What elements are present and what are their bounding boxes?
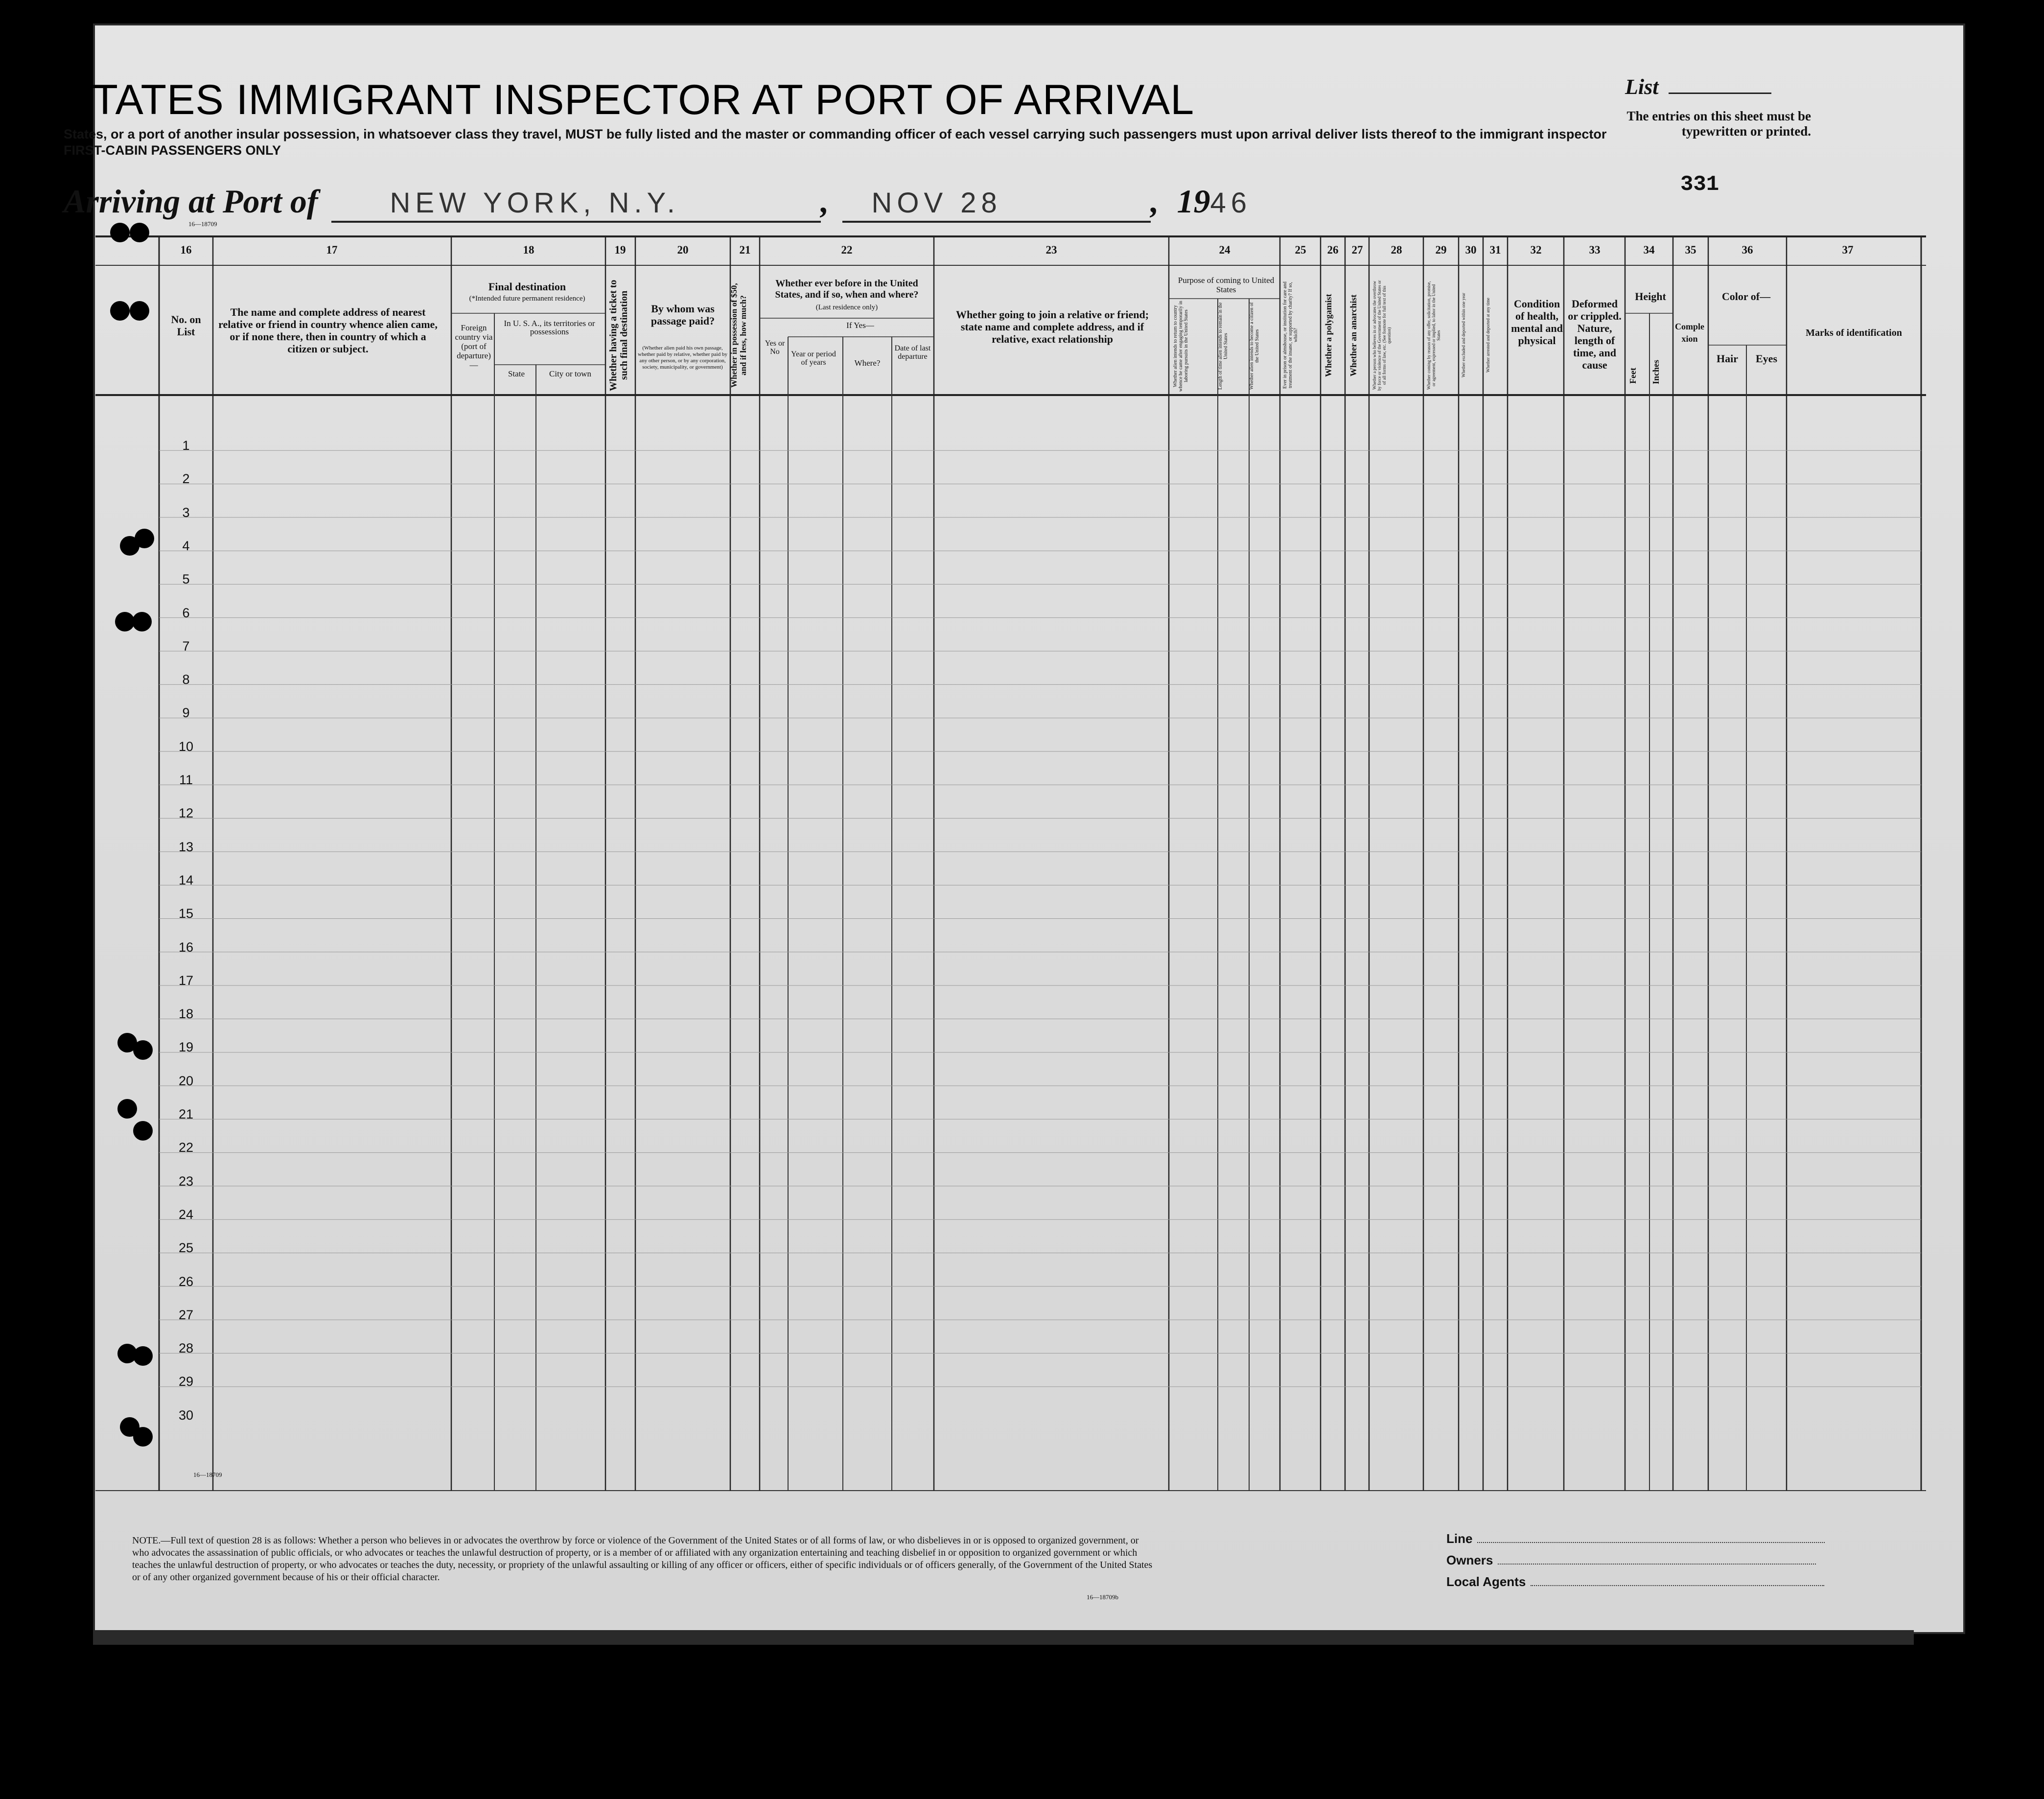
row-number: 7 — [182, 638, 190, 654]
header-c22-note: (Last residence only) — [815, 304, 878, 311]
row-number: 14 — [178, 872, 194, 888]
row-number: 20 — [178, 1073, 194, 1088]
comma-1: , — [820, 183, 829, 220]
footer-line — [1446, 1531, 1825, 1546]
header-c22-ifyes: If Yes— — [846, 321, 874, 330]
row-number: 18 — [178, 1006, 194, 1022]
punch-hole — [133, 1427, 153, 1447]
column-number: 37 — [1842, 244, 1854, 256]
row-number: 6 — [182, 605, 190, 620]
column-number: 21 — [739, 244, 751, 256]
arrival-label: Arriving at Port of — [64, 183, 318, 220]
row-number: 16 — [178, 939, 194, 955]
punch-hole — [132, 612, 152, 631]
column-number: 27 — [1351, 244, 1363, 256]
header-c22-title: Whether ever before in the United States, and if so, when and where? — [775, 278, 919, 300]
header-c22-date: Date of last departure — [894, 344, 931, 361]
row-number: 29 — [178, 1374, 194, 1389]
row-number: 12 — [178, 806, 194, 821]
header-c16: No. on List — [171, 313, 201, 338]
footer-owners — [1446, 1553, 1816, 1568]
header-c20-note: (Whether alien paid his own passage, whether paid by relative, whether paid by any other person, or by any corporation, society, municipality, or government) — [638, 345, 727, 370]
header-c29: Whether coming by reason of any offer, solicitation, promise, or agreement, expressed or implied, to labor in the United States — [1426, 281, 1441, 390]
header-c20-title: By whom was passage paid? — [650, 303, 715, 327]
port-value: NEW YORK, N.Y. — [390, 187, 680, 219]
punch-hole — [133, 1346, 153, 1366]
row-number: 11 — [179, 772, 193, 787]
header-c18-note: (*Intended future permanent residence) — [469, 295, 585, 303]
footer-form-code: 16—18709b — [1087, 1593, 1118, 1601]
column-number: 32 — [1530, 244, 1542, 256]
date-value: NOV 28 — [871, 187, 1002, 219]
form-code-top: 16—18709 — [188, 220, 217, 228]
header-c26: Whether a polygamist — [1324, 294, 1333, 377]
column-number: 36 — [1742, 244, 1753, 256]
header-c28: Whether a person who believes in or advocates the overthrow by force or violence of the Government of the United States or of all forms of law, etc. (See footnote for full text of this question) — [1372, 280, 1392, 391]
header-c34-inches: Inches — [1651, 360, 1661, 385]
punch-hole — [115, 612, 135, 631]
header-c33: Deformed or crippled. Nature, length of time, and cause — [1568, 298, 1622, 371]
column-number: 35 — [1685, 244, 1696, 256]
row-number: 30 — [178, 1407, 194, 1423]
header-c22-years: Year or period of years — [791, 350, 836, 367]
row-number: 23 — [178, 1173, 194, 1189]
column-number: 34 — [1643, 244, 1655, 256]
column-number: 20 — [677, 244, 689, 256]
row-number: 4 — [182, 538, 190, 553]
agents-field[interactable] — [1531, 1585, 1824, 1586]
header-c22-where: Where? — [854, 358, 881, 368]
row-number: 9 — [182, 705, 190, 721]
row-number: 10 — [178, 739, 194, 754]
header-c17: The name and complete address of nearest relative or friend in country whence alien came, or if none there, then in country of which a citizen or subject. — [218, 306, 438, 355]
header-c32: Condition of health, mental and physical — [1511, 298, 1563, 347]
header-c31: Whether arrested and deported at any time — [1486, 298, 1490, 373]
column-number: 28 — [1391, 244, 1402, 256]
punch-hole — [130, 223, 149, 242]
row-number: 25 — [178, 1240, 194, 1256]
row-number: 2 — [182, 471, 190, 487]
header-c25: Ever in prison or almshouse, or institution for care and treatment of the insane, or supported by charity? If so, which? — [1282, 281, 1299, 389]
header-c24-b: Length of time alien intends to remain in the United States — [1218, 302, 1229, 390]
column-number: 31 — [1489, 244, 1501, 256]
entries-note: The entries on this sheet must be typewritten or printed. — [1626, 109, 1811, 139]
column-number: 19 — [614, 244, 626, 256]
punch-hole — [135, 529, 154, 548]
year-prefix: 19 — [1177, 183, 1210, 220]
punch-hole — [117, 1099, 137, 1119]
row-number: 28 — [178, 1341, 194, 1356]
header-c18-state: State — [508, 369, 525, 378]
header-c18-city: City or town — [549, 369, 591, 378]
comma-2: , — [1150, 183, 1159, 220]
row-number: 21 — [178, 1107, 194, 1121]
header-c18-usa: In U. S. A., its territories or possessions — [504, 319, 595, 336]
header-c18-title: Final destination — [488, 280, 566, 293]
punch-hole — [110, 223, 130, 242]
header-c21: Whether in possession of $50, and if less, how much? — [729, 283, 748, 388]
column-number: 23 — [1045, 244, 1057, 256]
header-c24-c: Whether alien intends to become a citizen of the United States — [1249, 302, 1260, 390]
row-number: 17 — [178, 973, 194, 988]
form-title: STATES IMMIGRANT INSPECTOR AT PORT OF ARRIVAL — [64, 76, 1195, 123]
header-c36-hair: Hair — [1717, 352, 1738, 365]
row-number: 19 — [178, 1040, 194, 1055]
header-c37: Marks of identification — [1806, 327, 1902, 338]
row-number: 26 — [178, 1274, 194, 1289]
row-number: 22 — [178, 1140, 194, 1155]
header-c18-foreign: Foreign country via (port of departure)— — [455, 323, 493, 370]
header-c36-title: Color of— — [1721, 290, 1771, 303]
form-code-bottom: 16—18709 — [193, 1471, 222, 1478]
list-label-text: List — [1625, 75, 1659, 99]
column-number: 30 — [1465, 244, 1477, 256]
owners-field[interactable] — [1498, 1564, 1816, 1565]
line-field[interactable] — [1477, 1542, 1825, 1543]
agents-label: Local Agents — [1446, 1574, 1526, 1589]
footnote-question-28: NOTE.—Full text of question 28 is as follows: Whether a person who believes in or advocates the overthrow by force or violence of the Government of the United States or of all forms of law, or who disbelieves in or is opposed to organized government, or who advocates the assassination of public officials, or who advocates or teaches the unlawful destruction of property, or is a member of or affiliated with any organization entertaining and teaching disbelief in or opposition to organized government or which teaches the unlawful destruction of property, or who advocates or teaches the duty, necessity, or propriety of the unlawful assaulting or killing of any officer or officers, either of specific individuals or of officers generally, of the Government of the United States or of any other organized government because of his or their official character. — [132, 1535, 1153, 1583]
column-number: 24 — [1219, 244, 1231, 256]
column-number: 22 — [841, 244, 853, 256]
column-number: 16 — [180, 244, 192, 256]
owners-label: Owners — [1446, 1553, 1493, 1567]
column-number: 17 — [326, 244, 338, 256]
row-number: 24 — [178, 1207, 194, 1222]
column-number: 29 — [1435, 244, 1447, 256]
row-number: 1 — [182, 438, 190, 453]
header-c24-a: Whether alien intends to return to country whence he came after engaging temporarily in laboring pursuits in the United States — [1173, 301, 1189, 392]
header-c34-title: Height — [1635, 290, 1666, 303]
header-c30: Whether excluded and deported within one year — [1461, 293, 1466, 378]
line-label: Line — [1446, 1531, 1473, 1546]
header-c22-yesno: Yes or No — [765, 339, 785, 356]
subtitle-line-1: States, or a port of another insular possession, in whatsoever class they travel, MUST be fully listed and the master or commanding officer of each vessel carrying such passengers must upon arrival deliver lists thereof to the immigrant inspector — [64, 127, 1607, 141]
row-number: 27 — [178, 1307, 194, 1322]
row-number: 5 — [182, 572, 190, 587]
header-c24-title: Purpose of coming to United States — [1178, 276, 1275, 294]
sheet-number: 331 — [1680, 172, 1719, 197]
header-c34-feet: Feet — [1628, 368, 1638, 384]
column-number: 25 — [1295, 244, 1306, 256]
header-c27: Whether an anarchist — [1348, 294, 1358, 376]
row-number: 13 — [178, 839, 194, 854]
column-number: 26 — [1327, 244, 1339, 256]
punch-hole — [130, 301, 149, 321]
footer-agents — [1446, 1574, 1824, 1589]
punch-hole — [110, 301, 130, 321]
punch-hole — [133, 1040, 153, 1060]
column-number: 33 — [1589, 244, 1601, 256]
subtitle-line-2: FIRST-CABIN PASSENGERS ONLY — [64, 143, 281, 158]
header-c19: Whether having a ticket to such final destination — [608, 280, 629, 391]
header-c23: Whether going to join a relative or friend; state name and complete address, and if relative, exact relationship — [955, 308, 1149, 345]
row-number: 8 — [182, 672, 190, 687]
column-number: 18 — [523, 244, 534, 256]
punch-hole — [133, 1121, 153, 1141]
year-suffix: 46 — [1210, 187, 1252, 219]
header-c36-eyes: Eyes — [1756, 352, 1777, 365]
row-number: 3 — [182, 505, 190, 520]
header-c35: Complexion — [1675, 322, 1704, 344]
row-number: 15 — [178, 906, 194, 921]
